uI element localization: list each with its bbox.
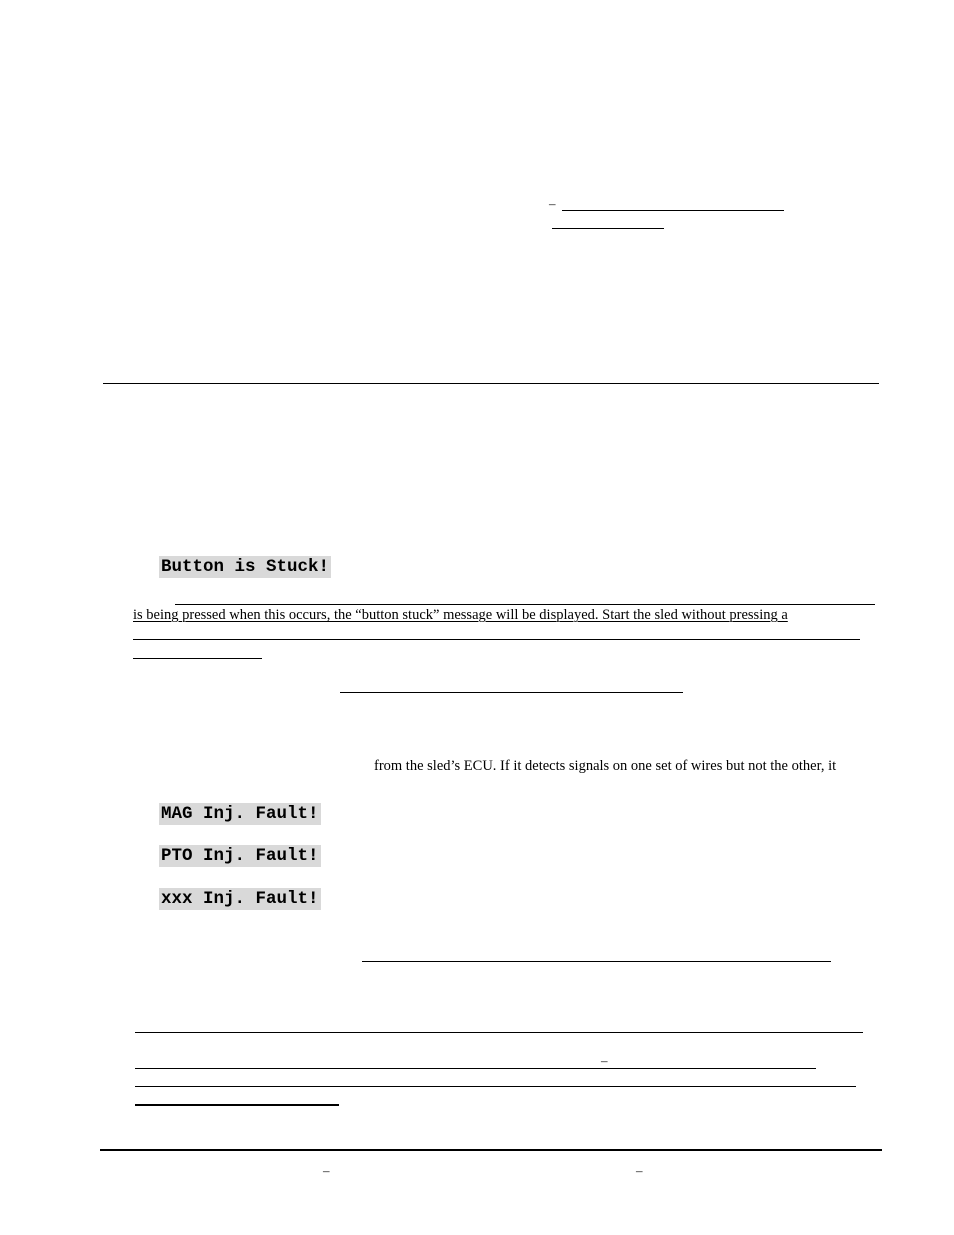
upper-underline-2 bbox=[552, 228, 664, 229]
bottom-underline-3 bbox=[135, 1086, 856, 1087]
injector-text-line: from the sled’s ECU. If it detects signals on one set of wires but not the other, it bbox=[374, 758, 837, 774]
button-stuck-text-line: is being pressed when this occurs, the “button stuck” message will be displayed. Start the sled without pressing a bbox=[133, 607, 788, 623]
lcd-message-mag-fault: MAG Inj. Fault! bbox=[161, 804, 319, 824]
upper-underline-1 bbox=[562, 210, 784, 211]
bottom-dash: – bbox=[601, 1053, 608, 1068]
bottom-underline-2 bbox=[135, 1068, 816, 1069]
upper-dash: – bbox=[549, 196, 556, 211]
footer-dash-right: – bbox=[636, 1163, 643, 1178]
lcd-message-pto-fault: PTO Inj. Fault! bbox=[161, 846, 319, 866]
lcd-message-xxx-fault: xxx Inj. Fault! bbox=[161, 889, 319, 909]
bottom-underline-1 bbox=[135, 1032, 863, 1033]
footer-dash-left: – bbox=[323, 1163, 330, 1178]
section-divider bbox=[103, 383, 879, 384]
button-stuck-underline-4 bbox=[133, 658, 262, 659]
lcd-message-button-stuck: Button is Stuck! bbox=[161, 557, 330, 577]
footer-rule bbox=[100, 1149, 882, 1151]
button-stuck-underline-1 bbox=[175, 604, 875, 605]
injector-underline bbox=[362, 961, 831, 962]
bottom-underline-4 bbox=[135, 1104, 339, 1106]
button-stuck-underline-5 bbox=[340, 692, 683, 693]
button-stuck-underline-3 bbox=[133, 639, 860, 640]
